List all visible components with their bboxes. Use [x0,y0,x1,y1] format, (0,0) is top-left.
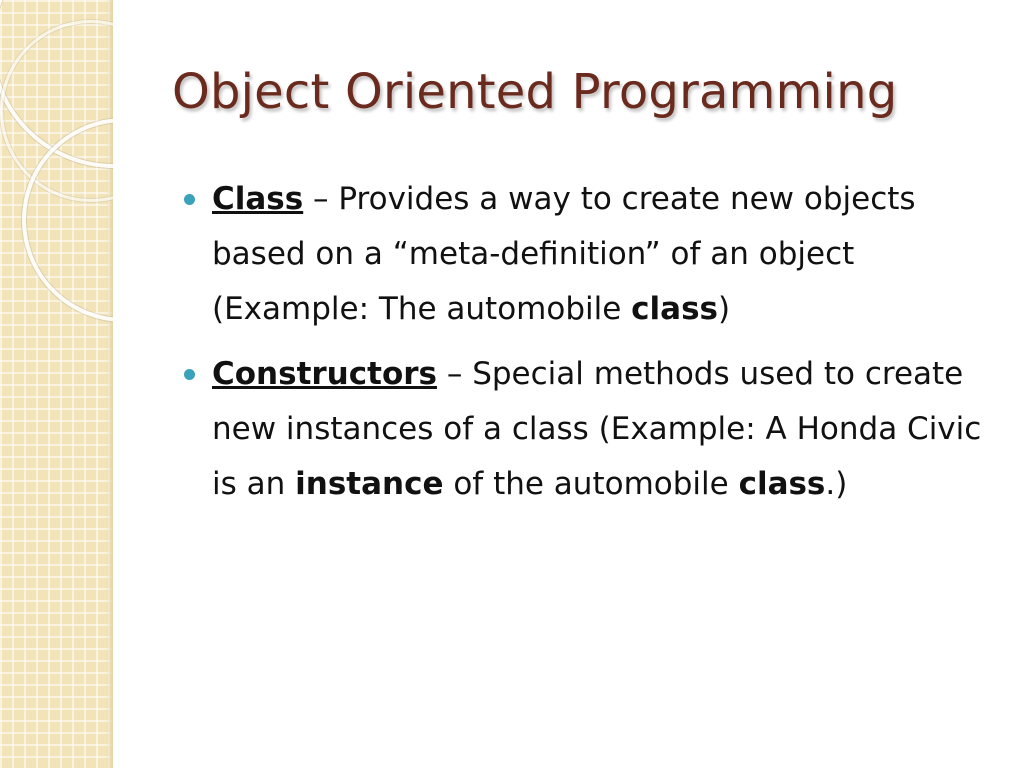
term-class: Class [212,181,304,217]
bullet-item-constructors [184,347,992,512]
definition-text: .) [825,466,848,502]
bullet-dot-icon [184,369,195,380]
definition-text: of the automobile [443,466,739,502]
definition-text: ) [717,291,731,327]
emphasis-text: class [738,466,826,502]
emphasis-text: class [631,291,718,327]
slide-title: Object Oriented Programming [172,64,898,120]
bullet-list [184,172,992,522]
definition-text: – Provides a way to create new objects based on a “meta-definition” of an object (Example: The automobile [212,181,916,327]
bullet-dot-icon [184,194,195,205]
emphasis-text: instance [295,466,444,502]
definition-text: – Special methods used to create new instances of a class (Example: A Honda Civic is an [212,356,982,502]
term-constructors: Constructors [212,356,437,392]
bullet-item-class [184,172,992,337]
